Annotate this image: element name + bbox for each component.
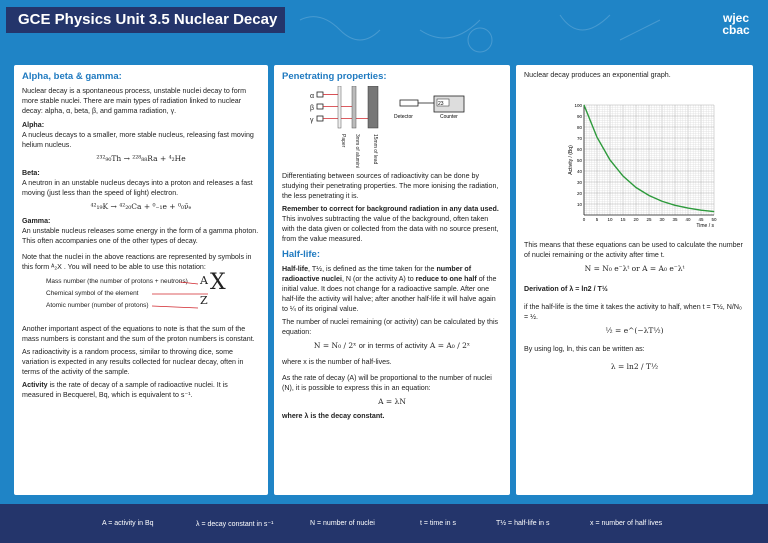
decay-data-point — [636, 187, 637, 188]
alpha-heading: Alpha: — [22, 121, 45, 129]
notation-symbol: X — [210, 270, 226, 295]
conservation-text: Another important aspect of the equations to note is that the sum of the mass numbers is constant and the sum of the proton numbers is constant. — [22, 325, 255, 343]
lead-block — [368, 86, 378, 128]
key-nuclei: N = number of nuclei — [310, 520, 375, 527]
key-half-lives: x = number of half lives — [590, 520, 663, 527]
x-tick-label: 0 — [582, 217, 586, 222]
ray-alpha-label: α — [310, 93, 315, 100]
derivation-heading: Derivation of λ = ln2 / T½ — [524, 285, 608, 293]
where-x-text: where x is the number of half-lives. — [282, 358, 392, 366]
paper-label: Paper — [340, 134, 346, 148]
half-life-def-part-2: , N (or the activity A) to — [341, 275, 416, 283]
y-tick-label: 20 — [576, 191, 582, 196]
x-tick-label: 35 — [672, 217, 678, 222]
alpha-text: A nucleus decays to a smaller, more stable nucleus, releasing fast moving helium nucleus. — [22, 131, 254, 149]
ray-beta-label: β — [310, 105, 315, 112]
x-tick-label: 20 — [633, 217, 639, 222]
y-axis-label: Activity / (Bq) — [568, 145, 574, 175]
half-life-def-bold-2: reduce to one half — [415, 275, 477, 283]
paper-sheet — [338, 86, 341, 128]
x-tick-label: 40 — [685, 217, 691, 222]
beta-heading: Beta: — [22, 169, 40, 177]
detector-icon — [400, 100, 418, 106]
x-tick-label: 10 — [607, 217, 613, 222]
y-tick-label: 90 — [576, 114, 582, 119]
beta-equation: ⁴²₁₉K → ⁴²₂₀Ca + ⁰₋₁e + ⁰₀ν̄ₑ — [90, 202, 192, 211]
background-detail: This involves subtracting the value of the background, often taken with the data given or collected from the data with no source present, from the value measured. — [282, 215, 499, 243]
alpha-equation: ²³²₉₀Th → ²²⁸₈₈Ra + ⁴₂He — [96, 154, 186, 163]
panel-title-alpha-beta-gamma: Alpha, beta & gamma: — [22, 71, 122, 82]
decay-data-point — [714, 211, 715, 212]
derivation-text: if the half-life is the time it takes the activity to half, when t = T½, N/N₀ = ½. — [524, 303, 742, 321]
equation-a-lambda-n: A = λN — [378, 397, 406, 406]
key-footer — [0, 504, 768, 543]
logo-line-2: cbac — [722, 23, 750, 37]
x-tick-label: 15 — [620, 217, 626, 222]
equation-a: A = A₀ / 2ˣ — [429, 341, 471, 350]
y-tick-label: 40 — [576, 169, 582, 174]
graph-explanation-text: This means that these equations can be used to calculate the number of nuclei remaining or the activity after time t. — [524, 241, 743, 259]
where-lambda-text: where λ is the decay constant. — [282, 412, 385, 420]
atomic-number-label: Atomic number (number of protons) — [46, 302, 149, 309]
y-tick-label: 80 — [576, 125, 582, 130]
alpha-beta-gamma-panel — [14, 65, 268, 495]
aluminium-label: 3mm of aluminium — [354, 134, 360, 168]
random-text: As radioactivity is a random process, similar to throwing dice, some variation is expected in any results collected for nuclear decay, often in terms of the activity of the sample. — [22, 348, 244, 376]
log-text: By using log, ln, this can be written as: — [524, 345, 645, 353]
x-tick-label: 45 — [698, 217, 704, 222]
key-decay-constant: λ = decay constant in s⁻¹ — [196, 521, 274, 528]
half-life-equations — [282, 341, 502, 351]
rate-text: As the rate of decay (A) will be proportional to the number of nuclei (N), it is possible to express this in an equation: — [282, 374, 492, 392]
key-activity: A = activity in Bq — [102, 520, 154, 527]
activity-text — [22, 380, 260, 400]
logo-line-1: wjec — [722, 11, 749, 25]
wjec-logo — [712, 12, 760, 46]
decay-data-point — [701, 210, 702, 211]
notation-arrows — [22, 276, 222, 320]
graph-intro-text: Nuclear decay produces an exponential graph. — [524, 71, 671, 79]
y-tick-label: 100 — [574, 103, 582, 108]
ray-gamma-label: γ — [310, 117, 314, 124]
x-tick-label: 50 — [711, 217, 717, 222]
background-heading: Remember to correct for background radiation in any data used. — [282, 205, 499, 213]
decay-data-point — [662, 201, 663, 202]
decay-graph — [524, 83, 744, 233]
aluminium-sheet — [352, 86, 356, 128]
beta-text: A neutron in an unstable nucleus decays into a proton and releases a fast moving (just less than the speed of light) electron. — [22, 179, 253, 197]
half-equation: ½ = e^(−λT½) — [605, 326, 664, 335]
decay-data-point — [688, 208, 689, 209]
x-tick-label: 30 — [659, 217, 665, 222]
exponential-decay-panel — [516, 65, 753, 495]
gamma-heading: Gamma: — [22, 217, 51, 225]
counter-display: 23 — [438, 101, 444, 107]
notation-text: Note that the nuclei in the above reactions are represented by symbols in this form ᴬ₂X . You will need to be able to use this notation: — [22, 253, 252, 271]
half-life-def-part: , T½, is defined as the time taken for the — [308, 265, 437, 273]
panel-title-half-life: Half-life: — [282, 249, 320, 260]
decay-data-point — [597, 137, 598, 138]
equation-n: N = N₀ / 2ˣ — [313, 341, 357, 350]
y-tick-label: 30 — [576, 180, 582, 185]
penetrating-text: Differentiating between sources of radioactivity can be done by studying their penetrating properties. The more ionising the radiation, the less penetrating it is. — [282, 172, 499, 200]
penetration-diagram — [282, 86, 502, 168]
key-time: t = time in s — [420, 520, 456, 527]
x-tick-label: 5 — [595, 217, 599, 222]
lead-label: 15mm of lead — [372, 134, 378, 165]
activity-heading: Activity — [22, 381, 48, 389]
intro-text: Nuclear decay is a spontaneous process, unstable nuclei decay to form more stable nuclei. There are main types of radiation linked to nuclear decay: alpha, α, beta, β, and gamma radiation, γ. — [22, 87, 246, 115]
decay-data-point — [675, 205, 676, 206]
detector-label: Detector — [394, 114, 413, 120]
y-tick-label: 10 — [576, 202, 582, 207]
background-text — [282, 204, 502, 244]
half-life-term: Half-life — [282, 265, 309, 273]
x-tick-label: 25 — [646, 217, 652, 222]
key-half-life: T½ = half-life in s — [496, 520, 550, 527]
decay-data-point — [623, 176, 624, 177]
activity-definition: is the rate of decay of a sample of radioactive nuclei. It is measured in Becquerel, Bq, which is equivalent to s⁻¹. — [22, 381, 228, 399]
x-axis-label: Time / s — [696, 223, 714, 229]
half-life-definition — [282, 264, 502, 314]
notation-atomic-number: Z — [200, 294, 208, 307]
nuclide-notation-diagram — [22, 270, 260, 320]
penetrating-properties-panel — [274, 65, 510, 495]
gamma-text: An unstable nucleus releases some energy in the form of a gamma photon. This often accompanies one of the other types of decay. — [22, 227, 259, 245]
half-life-def-bold-1: number of radioactive nuclei — [282, 265, 472, 283]
notation-mass-number: A — [200, 274, 208, 287]
panel-title-penetrating: Penetrating properties: — [282, 71, 387, 82]
page-title: GCE Physics Unit 3.5 Nuclear Decay — [6, 7, 285, 33]
equation-or: or in terms of activity — [358, 341, 428, 350]
chemical-symbol-label: Chemical symbol of the element — [46, 290, 139, 297]
lambda-equation: λ = ln2 / T½ — [610, 362, 659, 371]
decay-data-point — [649, 195, 650, 196]
y-tick-label: 70 — [576, 136, 582, 141]
remaining-text: The number of nuclei remaining (or activity) can be calculated by this equation: — [282, 318, 499, 336]
decay-data-point — [584, 105, 585, 106]
exponential-equation: N = N₀ e⁻λᵗ or A = A₀ e⁻λᵗ — [584, 264, 685, 273]
decay-data-point — [610, 160, 611, 161]
y-tick-label: 60 — [576, 147, 582, 152]
mass-number-label: Mass number (the number of protons + neutrons) — [46, 278, 188, 285]
y-tick-label: 50 — [576, 158, 582, 163]
counter-label: Counter — [440, 114, 458, 120]
half-life-def-part-3: of the initial value. It does not change for a radioactive sample. After one half-life the activity will halve; after another half-life it will halve again to ¼ of its original value. — [282, 275, 497, 313]
